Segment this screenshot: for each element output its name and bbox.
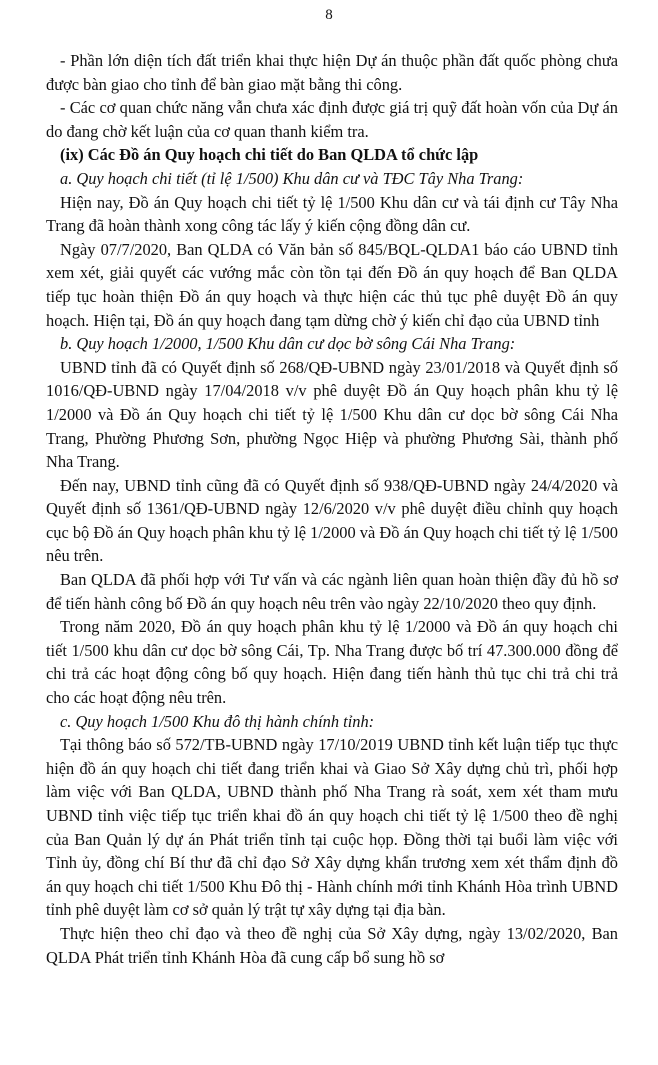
- paragraph: - Phần lớn diện tích đất triển khai thực hiện Dự án thuộc phần đất quốc phòng chưa được bàn giao cho tỉnh để bàn giao mặt bằng thi công.: [46, 51, 618, 94]
- section-heading: (ix) Các Đồ án Quy hoạch chi tiết do Ban QLDA tổ chức lập: [60, 145, 479, 165]
- subsection-heading: a. Quy hoạch chi tiết (tỉ lệ 1/500) Khu dân cư và TĐC Tây Nha Trang:: [60, 168, 524, 188]
- paragraph: Tại thông báo số 572/TB-UBND ngày 17/10/2019 UBND tỉnh kết luận tiếp tục thực hiện đồ án quy hoạch chi tiết đang triển khai và Giao Sở Xây dựng chủ trì, phối hợp làm việc với Ban QLDA, UBND thành phố Nha Trang rà soát, xem xét tham mưu UBND tỉnh việc tiếp tục triển khai đồ án quy hoạch chi tiết tỷ lệ 1/500 theo đề nghị của Ban Quản lý dự án Phát triển tỉnh tại cuộc họp. Đồng thời tại buổi làm việc với Tỉnh ủy, đồng chí Bí thư đã chỉ đạo Sở Xây dựng khẩn trương xem xét thẩm định đồ án quy hoạch chi tiết 1/500 Khu Đô thị - Hành chính mới tỉnh Khánh Hòa trình UBND tỉnh phê duyệt làm cơ sở quản lý trật tự xây dựng tại địa bàn.: [46, 735, 618, 920]
- subsection-heading: c. Quy hoạch 1/500 Khu đô thị hành chính tỉnh:: [60, 711, 375, 731]
- paragraph: UBND tỉnh đã có Quyết định số 268/QĐ-UBND ngày 23/01/2018 và Quyết định số 1016/QĐ-UBND ngày 17/04/2018 v/v phê duyệt Đồ án Quy hoạch phân khu tỷ lệ 1/2000 và Đồ án Quy hoạch chi tiết tỷ lệ 1/500 Khu dân cư dọc bờ sông Cái Nha Trang, Phường Phương Sơn, phường Ngọc Hiệp và phường Phương Sài, thành phố Nha Trang.: [46, 357, 618, 472]
- paragraph: Ngày 07/7/2020, Ban QLDA có Văn bản số 845/BQL-QLDA1 báo cáo UBND tỉnh xem xét, giải quyết các vướng mắc còn tồn tại đến Đồ án quy hoạch để Ban QLDA tiếp tục hoàn thiện Đồ án quy hoạch và thực hiện các thủ tục phê duyệt Đồ án quy hoạch. Hiện tại, Đồ án quy hoạch đang tạm dừng chờ ý kiến chỉ đạo của UBND tỉnh: [46, 239, 618, 330]
- paragraph: Thực hiện theo chỉ đạo và theo đề nghị của Sở Xây dựng, ngày 13/02/2020, Ban QLDA Phát triển tỉnh Khánh Hòa đã cung cấp bổ sung hồ sơ: [46, 923, 618, 967]
- paragraph: Ban QLDA đã phối hợp với Tư vấn và các ngành liên quan hoàn thiện đầy đủ hồ sơ để tiến hành công bố Đồ án quy hoạch nêu trên vào ngày 22/10/2020 theo quy định.: [46, 570, 618, 613]
- paragraph: Trong năm 2020, Đồ án quy hoạch phân khu tỷ lệ 1/2000 và Đồ án quy hoạch chi tiết 1/500 khu dân cư dọc bờ sông Cái, Tp. Nha Trang được bố trí 47.300.000 đồng để chi trả các hoạt động công bố quy hoạch. Hiện đang tiến hành thủ tục chi trả chi trả cho các hoạt động nêu trên.: [46, 617, 618, 708]
- document-body: [46, 49, 618, 969]
- page-number: 8: [325, 7, 333, 23]
- paragraph: Đến nay, UBND tỉnh cũng đã có Quyết định số 938/QĐ-UBND ngày 24/4/2020 và Quyết định số 1361/QĐ-UBND ngày 12/6/2020 v/v phê duyệt điều chỉnh quy hoạch cục bộ Đồ án Quy hoạch phân khu tỷ lệ 1/2000 và Đồ án Quy hoạch chi tiết tỷ lệ 1/500 nêu trên.: [46, 475, 618, 566]
- subsection-heading: b. Quy hoạch 1/2000, 1/500 Khu dân cư dọc bờ sông Cái Nha Trang:: [60, 334, 516, 354]
- paragraph: Hiện nay, Đồ án Quy hoạch chi tiết tỷ lệ 1/500 Khu dân cư và tái định cư Tây Nha Trang đã hoàn thành xong công tác lấy ý kiến cộng đồng dân cư.: [46, 192, 618, 236]
- paragraph: - Các cơ quan chức năng vẫn chưa xác định được giá trị quỹ đất hoàn vốn của Dự án do đang chờ kết luận của cơ quan thanh kiểm tra.: [46, 98, 618, 141]
